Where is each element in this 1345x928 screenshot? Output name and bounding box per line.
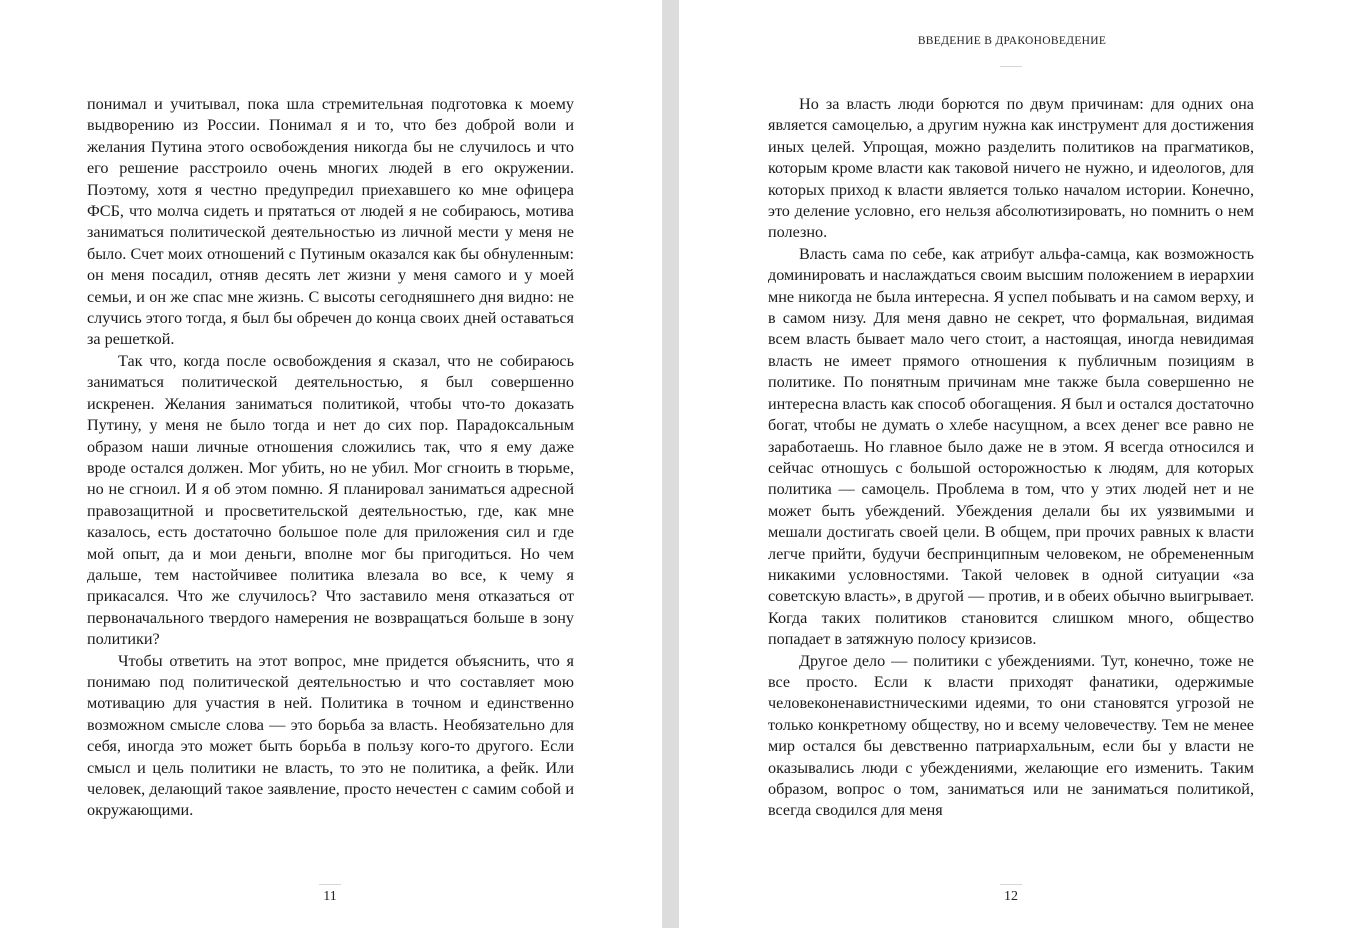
left-page-number: 11	[323, 889, 337, 904]
right-page	[679, 0, 1345, 928]
left-paragraph-3: Чтобы ответить на этот вопрос, мне придется объяснить, что я понимаю под политической деятельностью и что составляет мою мотивацию для участия в ней. Политика в точном и единственно возможном смысле слова — это борьба за власть. Необязательно для себя, иногда это может быть борьба в пользу кого-то другого. Если смысл и цель политики не власть, то это не политика, а фейк. Или человек, делающий такое заявление, просто нечестен с самим собой и окружающими.	[87, 651, 574, 820]
left-folio-rule	[319, 884, 341, 885]
left-page	[0, 0, 662, 928]
left-paragraph-2: Так что, когда после освобождения я сказал, что не собираюсь заниматься политической деятельностью, я был совершенно искренен. Желания заниматься политикой, чтобы что-то доказать Путину, у меня не было тогда и нет до сих пор. Парадоксальным образом наши личные отношения сложились так, что я ему даже вроде остался должен. Мог убить, но не убил. Мог сгноить в тюрьме, но не сгноил. И я об этом помню. Я планировал заниматься адресной правозащитной и просветительской деятельностью, где, как мне казалось, есть достаточно большое поле для приложения сил и где мой опыт, да и мои деньги, вполне мог бы пригодиться. Но чем дальше, тем настойчивее политика влезала во все, к чему я прикасался. Что же случилось? Что заставило меня отказаться от первоначального твердого намерения не возвращаться больше в зону политики?	[87, 351, 574, 649]
page-gutter	[662, 0, 679, 928]
right-page-number: 12	[1004, 889, 1018, 904]
running-head: ВВЕДЕНИЕ В ДРАКОНОВЕДЕНИЕ	[917, 35, 1107, 47]
left-paragraph-1: понимал и учитывал, пока шла стремительная подготовка к моему выдворению из России. Понимал я и то, что без доброй воли и желания Путина этого освобождения никогда бы не случилось и что его решение расстроило очень многих людей в его окружении. Поэтому, хотя я честно предупредил приехавшего ко мне офицера ФСБ, что молча сидеть и прятаться от людей я не собираюсь, мотива заниматься политической деятельностью из личной мести у меня не было. Счет моих отношений с Путиным оказался как бы обнуленным: он меня посадил, отняв десять лет жизни у меня самого и у моей семьи, и он же спас мне жизнь. С высоты сегодняшнего дня видно: не случись этого тогда, я был бы обречен до конца своих дней оставаться за решеткой.	[87, 95, 574, 349]
right-paragraph-3: Другое дело — политики с убеждениями. Тут, конечно, тоже не все просто. Если к власти приходят фанатики, одержимые человеконенавистническими идеями, то они становятся угрозой не только конкретному обществу, но и всему человечеству. Тем не менее мир остался бы девственно патриархальным, если бы у власти не оказывались люди с убеждениями, желающие его изменить. Таким образом, вопрос о том, заниматься или не заниматься политикой, всегда сводился для меня	[768, 651, 1254, 820]
right-paragraph-2: Власть сама по себе, как атрибут альфа-самца, как возможность доминировать и наслаждаться своим высшим положением в иерархии мне никогда не была интересна. Я успел побывать и на самом верху, и в самом низу. Для меня давно не секрет, что формальная, видимая всем власть бывает мало чего стоит, а настоящая, иногда невидимая власть не имеет прямого отношения к публичным позициям в политике. По понятным причинам мне также была совершенно не интересна власть как способ обогащения. Я был и остался достаточно богат, чтобы не думать о хлебе насущном, а всех денег все равно не заработаешь. Но главное было даже не в этом. Я всегда относился и сейчас отношусь с большой осторожностью к людям, для которых политика — самоцель. Проблема в том, что у этих людей нет и не может быть убеждений. Убеждения делали бы их уязвимыми и мешали достигать своей цели. В общем, при прочих равных к власти легче прийти, будучи беспринципным человеком, не обремененным никакими условностями. Такой человек в одной ситуации «за советскую власть», в другой — против, и в обеих обычно выигрывает. Когда таких политиков становится слишком много, общество попадает в затяжную полосу кризисов.	[768, 244, 1254, 649]
right-folio-rule	[1000, 884, 1022, 885]
left-page-body	[87, 94, 574, 822]
right-paragraph-1: Но за власть люди борются по двум причинам: для одних она является самоцелью, а другим нужна как инструмент для достижения иных целей. Упрощая, можно разделить политиков на прагматиков, которым кроме власти как таковой ничего не нужно, и идеологов, для которых приход к власти является только началом истории. Конечно, это деление условно, его нельзя абсолютизировать, но помнить о нем полезно.	[768, 95, 1254, 242]
running-head-rule	[1000, 66, 1022, 67]
right-page-body	[768, 94, 1254, 822]
